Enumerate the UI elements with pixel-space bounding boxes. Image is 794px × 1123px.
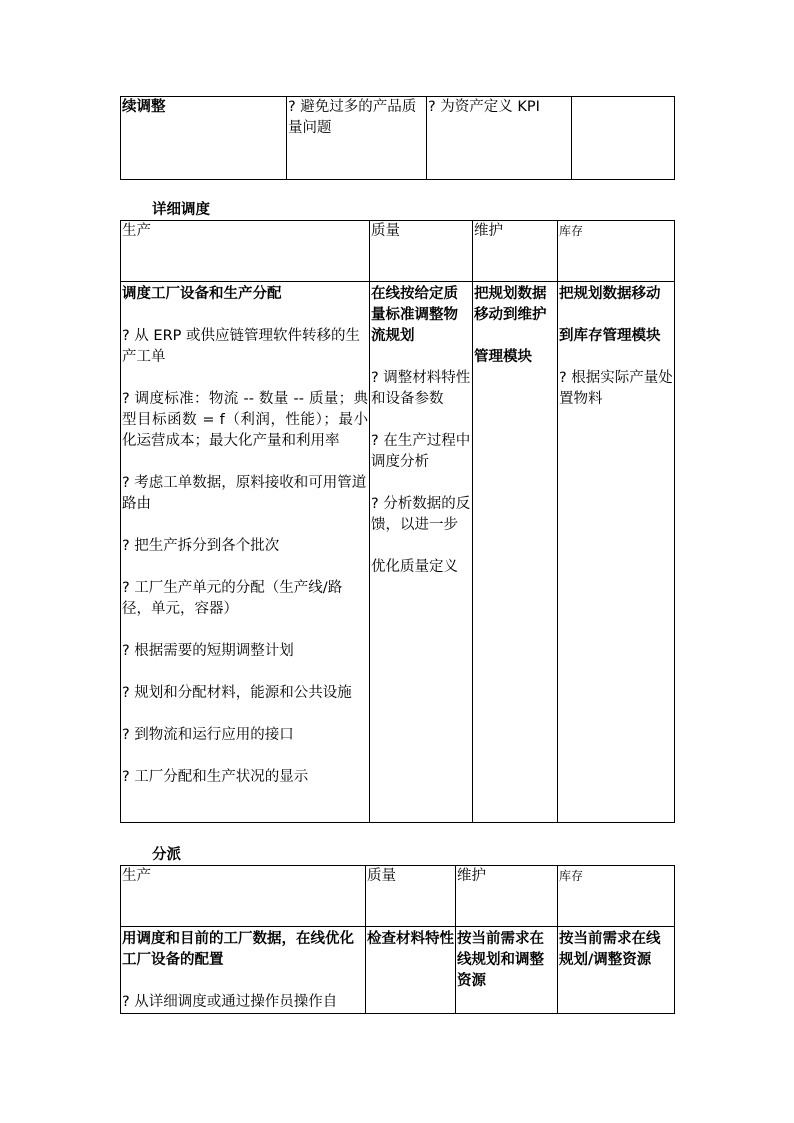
quality-cell: [366, 927, 456, 1014]
inventory-cell: [558, 927, 675, 1014]
section-heading-dispatching: 分派: [152, 847, 181, 863]
production-title: 调度工厂设备和生产分配: [122, 286, 282, 302]
maintenance-title-line2: 管理模块: [474, 349, 532, 365]
quality-item: ? 分析数据的反馈，以进一步: [371, 496, 471, 533]
production-item: ? 到物流和运行应用的接口: [122, 727, 294, 743]
dispatching-table: [120, 865, 675, 1014]
section-heading-detailed-scheduling: 详细调度: [152, 202, 210, 218]
production-item: ? 规划和分配材料，能源和公共设施: [122, 685, 352, 701]
maintenance-title: 按当前需求在线规划和调整资源: [457, 931, 544, 989]
inventory-title-line2: 到库存管理模块: [559, 328, 661, 344]
inventory-cell: [558, 282, 675, 823]
quality-title: 检查材料特性: [367, 931, 454, 947]
production-item: ? 调度标准：物流 -- 数量 -- 质量；典型目标函数 = f（利润，性能）；最小化运营成本；最大化产量和利用率: [122, 391, 368, 449]
top-cell-2: ? 避免过多的产品质量问题: [287, 97, 427, 180]
header-quality: 质量: [370, 221, 473, 282]
top-cell-1: 续调整: [121, 97, 287, 180]
production-item: ? 工厂分配和生产状况的显示: [122, 769, 309, 785]
header-maintenance: 维护: [456, 866, 558, 927]
top-cell-3: ? 为资产定义 KPI: [427, 97, 572, 180]
header-inventory: 库存: [558, 866, 675, 927]
production-cell: [121, 282, 370, 823]
header-quality: 质量: [366, 866, 456, 927]
inventory-title: 把规划数据移动: [559, 286, 661, 302]
quality-item: 优化质量定义: [371, 559, 458, 575]
quality-title: 在线按给定质量标准调整物流规划: [371, 286, 458, 344]
top-cell-4: [572, 97, 675, 180]
detailed-scheduling-table: [120, 220, 675, 823]
production-item: ? 从详细调度或通过操作员操作自: [122, 994, 338, 1010]
header-inventory: 库存: [558, 221, 675, 282]
header-production: 生产: [121, 221, 370, 282]
header-maintenance: 维护: [473, 221, 558, 282]
production-cell: [121, 927, 366, 1014]
maintenance-cell: [456, 927, 558, 1014]
production-item: ? 根据需要的短期调整计划: [122, 643, 294, 659]
quality-item: ? 在生产过程中调度分析: [371, 433, 471, 470]
production-item: ? 从 ERP 或供应链管理软件转移的生产工单: [122, 328, 361, 365]
production-item: ? 考虑工单数据，原料接收和可用管道路由: [122, 475, 367, 512]
maintenance-title: 把规划数据移动到维护: [474, 286, 547, 323]
production-item: ? 把生产拆分到各个批次: [122, 538, 280, 554]
inventory-item: ? 根据实际产量处置物料: [559, 370, 673, 407]
top-table: [120, 96, 675, 180]
header-production: 生产: [121, 866, 366, 927]
production-item: ? 工厂生产单元的分配（生产线/路径，单元，容器）: [122, 580, 343, 617]
inventory-title: 按当前需求在线规划/调整资源: [559, 931, 661, 968]
quality-item: ? 调整材料特性和设备参数: [371, 370, 471, 407]
maintenance-cell: [473, 282, 558, 823]
quality-cell: [370, 282, 473, 823]
production-title: 用调度和目前的工厂数据，在线优化工厂设备的配置: [122, 931, 354, 968]
